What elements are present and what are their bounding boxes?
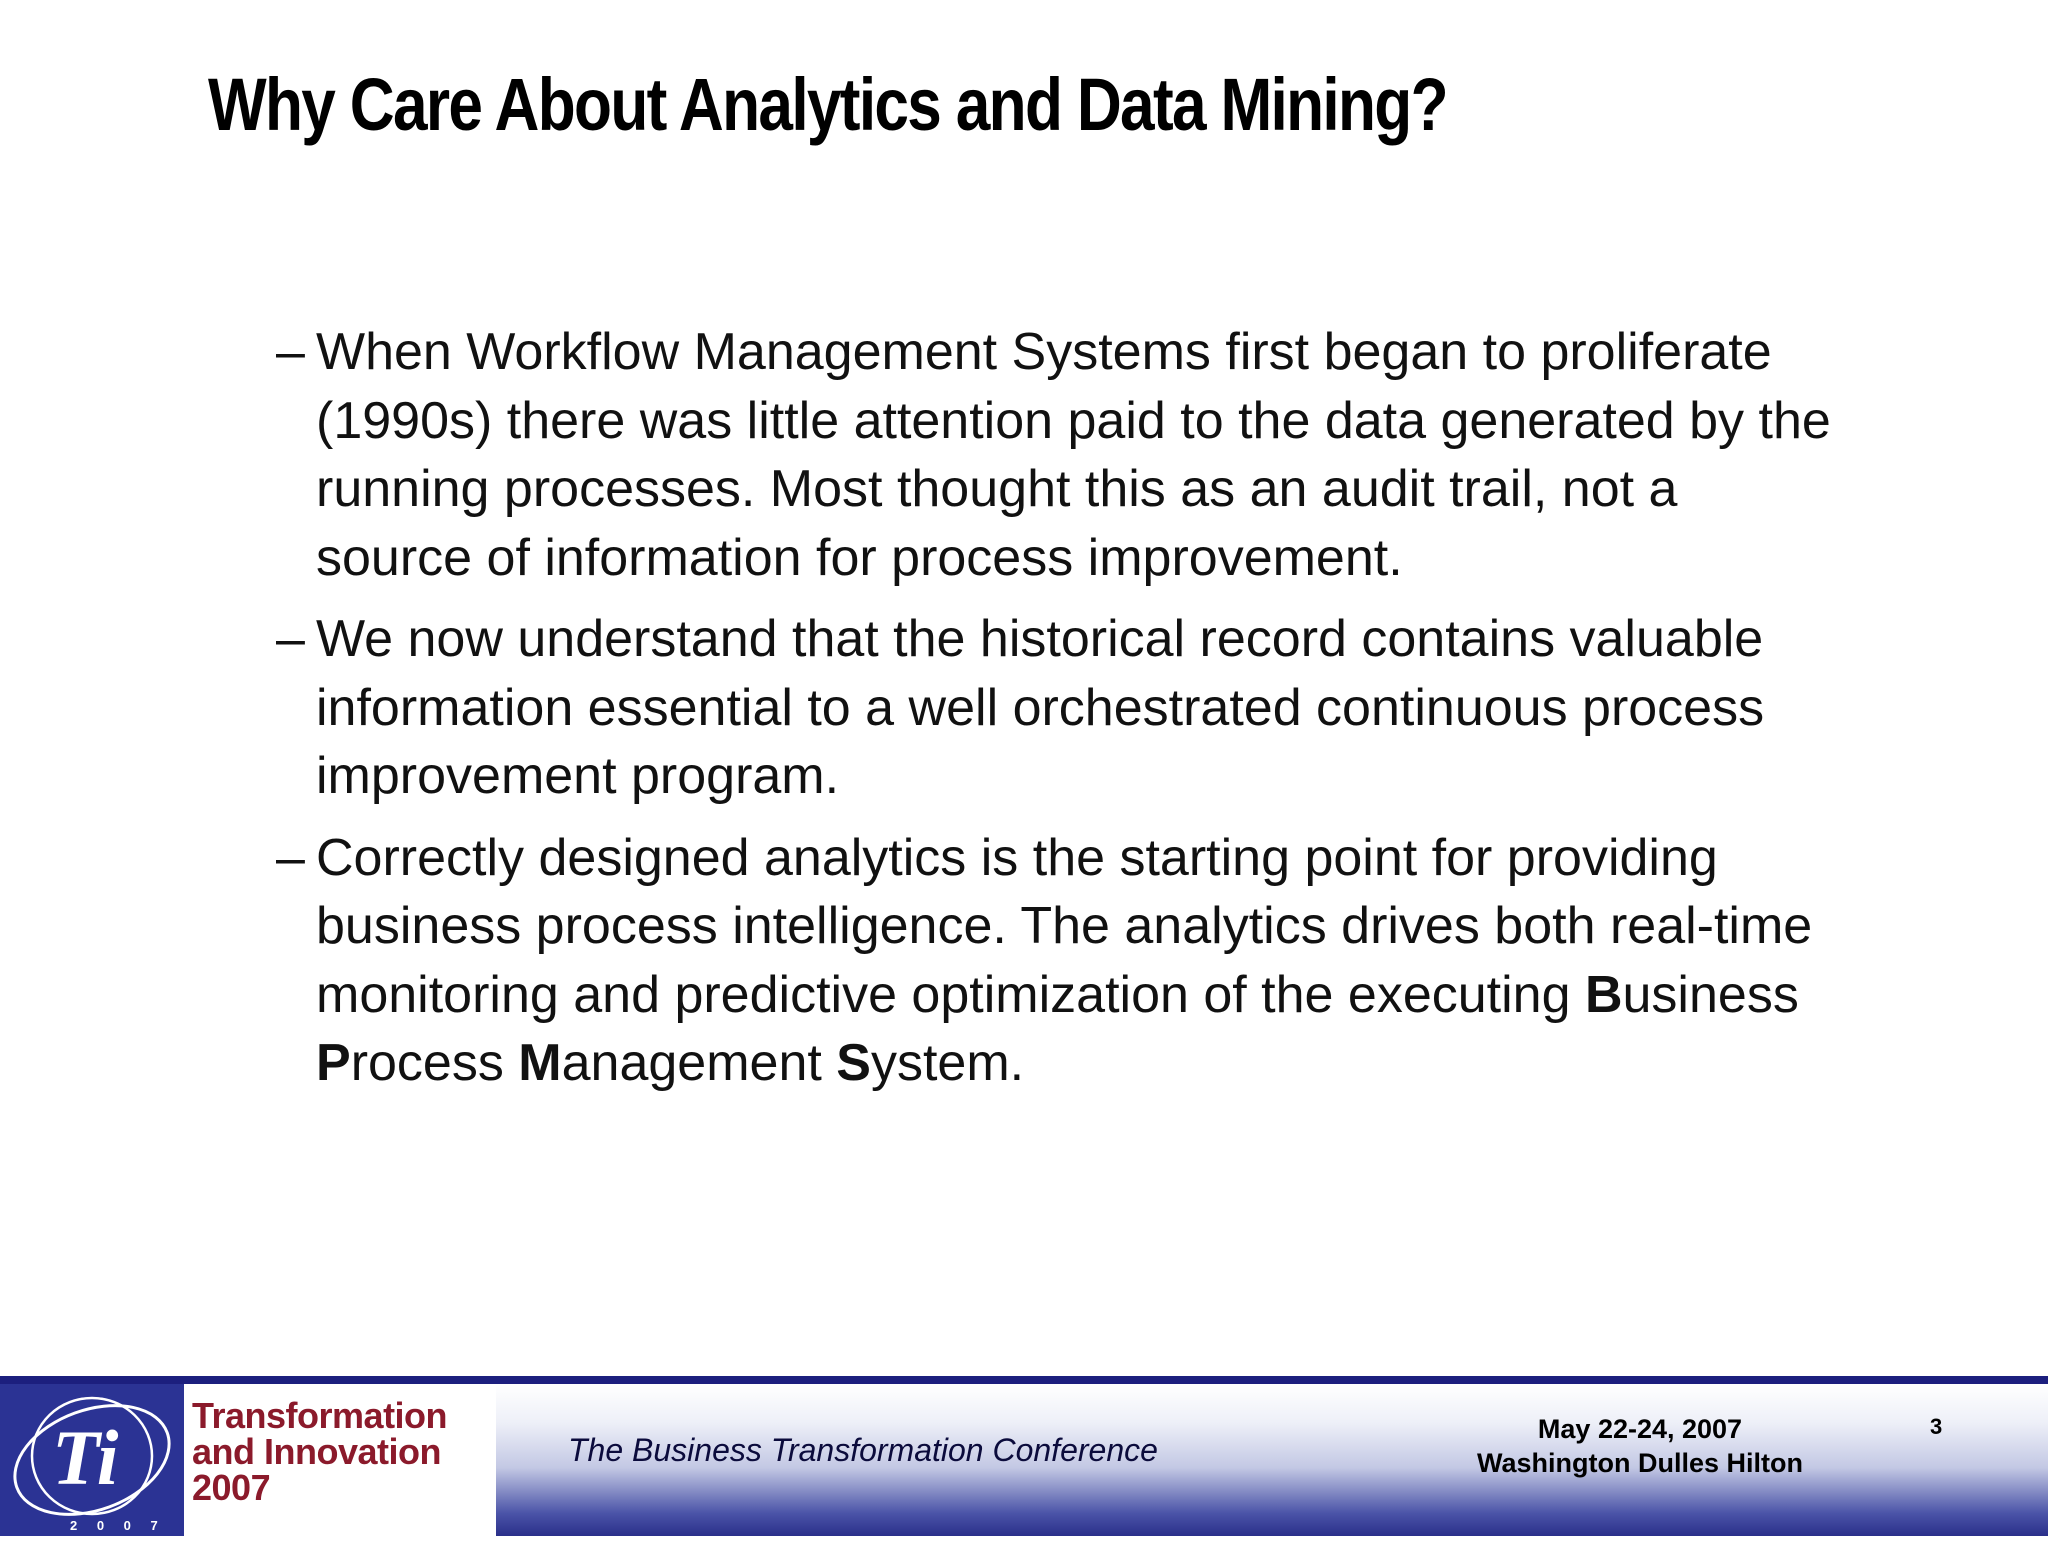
- acronym-letter-b: B: [1584, 965, 1623, 1024]
- bullet-text: We now understand that the historical record contains valuable information essential to a well orchestrated continuous process improvement program.: [316, 610, 1765, 805]
- conference-logo: [0, 1384, 496, 1536]
- acronym-letter-p: P: [316, 1034, 351, 1092]
- acronym-rest-system: ystem.: [870, 1034, 1025, 1092]
- ti-emblem-icon: [0, 1384, 184, 1536]
- bullet-text: When Workflow Management Systems first began to proliferate (1990s) there was little attention paid to the data generated by the running processes. Most thought this as an audit trail, not a source of information for process improvement.: [316, 323, 1831, 587]
- acronym-letter-s: S: [836, 1034, 871, 1092]
- event-date: May 22-24, 2007: [1537, 1414, 1743, 1444]
- bullet-list: [276, 318, 1836, 1111]
- conference-name: The Business Transformation Conference: [568, 1432, 1158, 1468]
- bullet-text-start: Correctly designed analytics is the starting point for providing business process intelligence. The analytics drives both real-time monitoring and predictive optimization of the executing: [316, 828, 1813, 1024]
- slide-footer: [0, 1376, 2048, 1536]
- logo-line-3: 2007: [192, 1467, 271, 1508]
- footer-divider: [0, 1376, 2048, 1384]
- bullet-dash: –: [276, 828, 305, 887]
- event-info: [1450, 1412, 1830, 1480]
- bullet-dash: –: [276, 323, 305, 381]
- acronym-rest-process: rocess: [350, 1034, 519, 1092]
- ti-emblem-svg: [0, 1384, 184, 1536]
- bullet-item: [276, 318, 1836, 592]
- event-venue: Washington Dulles Hilton: [1477, 1448, 1803, 1478]
- bullet-item: [276, 605, 1836, 811]
- acronym-rest-management: anagement: [561, 1034, 837, 1092]
- bullet-item: [276, 824, 1836, 1098]
- logo-wordmark: [192, 1395, 448, 1508]
- slide-title: Why Care About Analytics and Data Mining?: [208, 63, 1447, 146]
- logo-line-1: Transformation: [192, 1395, 448, 1436]
- emblem-year: 2 0 0 7: [70, 1518, 166, 1533]
- acronym-rest-business: usiness: [1622, 965, 1799, 1024]
- logo-line-2: and Innovation: [192, 1431, 441, 1472]
- bullet-dash: –: [276, 610, 305, 668]
- page-number: 3: [1930, 1414, 1943, 1439]
- bullet-text: [316, 829, 1812, 1093]
- acronym-letter-m: M: [518, 1034, 562, 1092]
- emblem-letters: Ti: [52, 1414, 119, 1501]
